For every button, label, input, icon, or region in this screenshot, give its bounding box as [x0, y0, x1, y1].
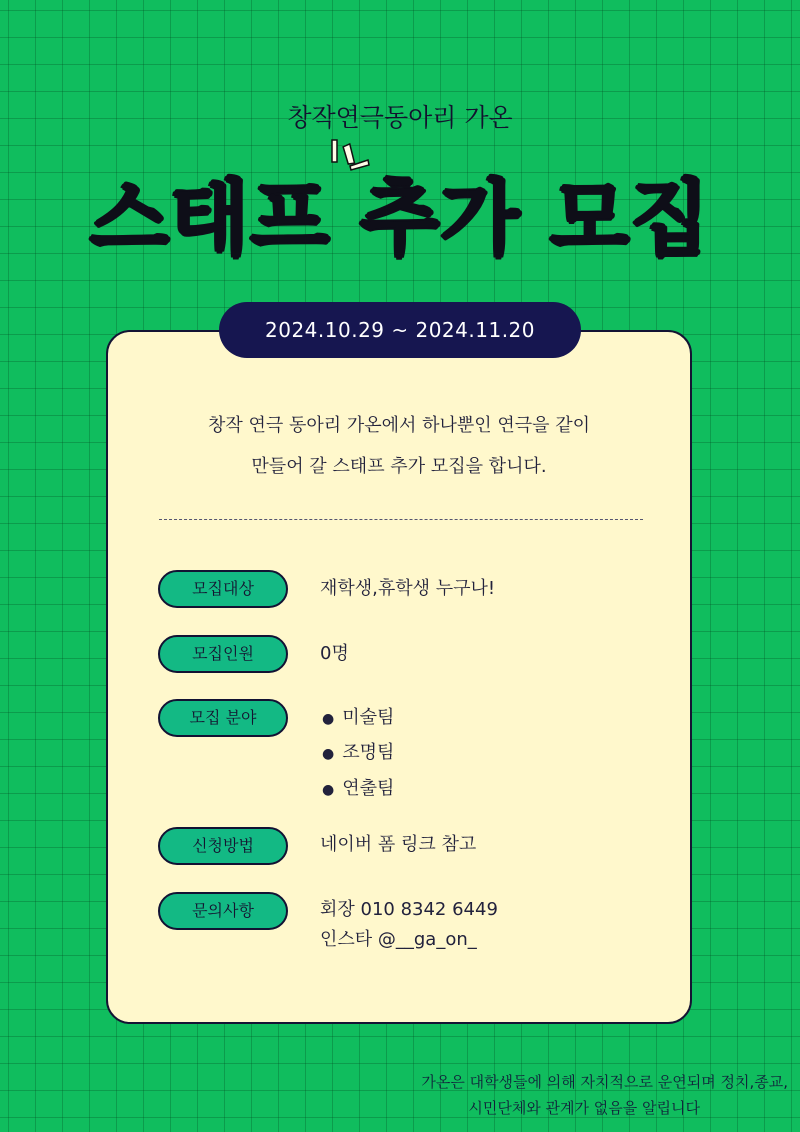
field-item: ● 연출팀	[322, 778, 395, 799]
label-contact: 문의사항	[158, 892, 288, 930]
value-target: 재학생,휴학생 누구나!	[320, 578, 496, 599]
field-item-label: 연출팀	[342, 778, 395, 799]
page-title: 스태프 추가 모집	[89, 172, 711, 267]
value-contact-instagram: 인스타 @__ga_on_	[320, 929, 477, 950]
value-apply: 네이버 폼 링크 참고	[320, 834, 477, 855]
label-target: 모집대상	[158, 570, 288, 608]
value-headcount: 0명	[320, 643, 349, 664]
footer-line-2: 시민단체와 관계가 없음을 알립니다	[468, 1099, 700, 1117]
value-contact-phone: 회장 010 8342 6449	[320, 899, 498, 920]
intro-line-1: 창작 연극 동아리 가온에서 하나뿐인 연극을 같이	[207, 415, 591, 436]
intro-line-2: 만들어 갈 스태프 추가 모집을 합니다.	[251, 456, 547, 477]
club-name: 창작연극동아리 가온	[287, 103, 513, 132]
label-apply: 신청방법	[158, 827, 288, 865]
field-item-label: 미술팀	[342, 707, 395, 728]
label-fields: 모집 분야	[158, 699, 288, 737]
footer-line-1: 가온은 대학생들에 의해 자치적으로 운연되며 정치,종교,	[421, 1073, 788, 1091]
label-headcount: 모집인원	[158, 635, 288, 673]
field-item: ● 조명팀	[322, 742, 395, 763]
field-item-label: 조명팀	[342, 742, 395, 763]
date-badge: 2024.10.29 ~ 2024.11.20	[219, 302, 581, 358]
field-item: ● 미술팀	[322, 707, 395, 728]
divider	[159, 519, 643, 520]
